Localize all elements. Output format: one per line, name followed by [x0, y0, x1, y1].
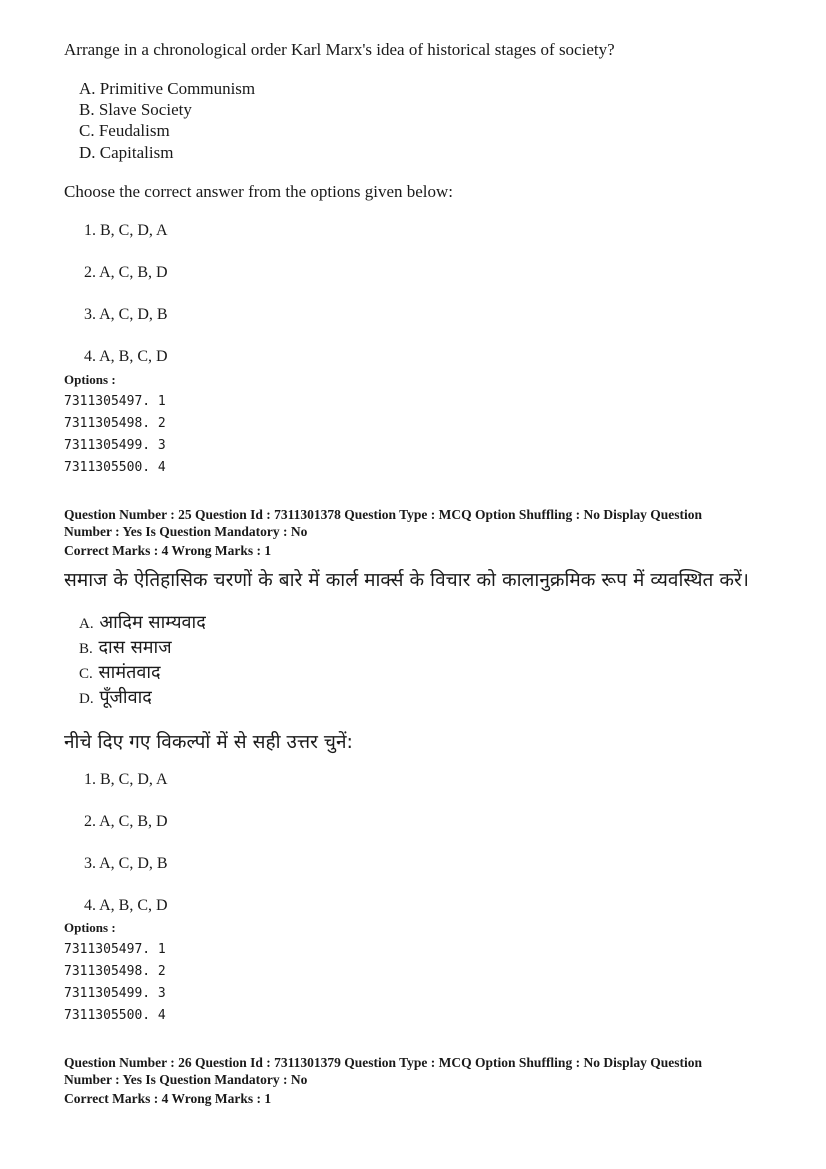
- q24-choice-1: 1. B, C, D, A: [84, 222, 168, 239]
- q25-choice-2: 2. A, C, B, D: [84, 813, 168, 830]
- q24-option-id-2: 7311305498. 2: [64, 416, 166, 431]
- q25-item-d-letter: D.: [79, 691, 94, 707]
- q25-item-b-text: दास समाज: [98, 637, 172, 658]
- q25-item-d-text: पूँजीवाद: [99, 687, 152, 708]
- question-24-text: Arrange in a chronological order Karl Marx's idea of historical stages of society?: [64, 40, 615, 59]
- q25-option-id-1: 7311305497. 1: [64, 942, 166, 957]
- q25-instruction-hindi: नीचे दिए गए विकल्पों में से सही उत्तर चुनें:: [64, 731, 353, 753]
- q25-meta-line1: Question Number : 25 Question Id : 7311301378 Question Type : MCQ Option Shuffling : No Display Question: [64, 507, 702, 522]
- q26-marks: Correct Marks : 4 Wrong Marks : 1: [64, 1091, 272, 1106]
- q25-choice-1: 1. B, C, D, A: [84, 771, 168, 788]
- q25-option-id-2: 7311305498. 2: [64, 964, 166, 979]
- q24-option-id-1: 7311305497. 1: [64, 394, 166, 409]
- q25-item-c-letter: C.: [79, 666, 93, 682]
- q24-choice-3: 3. A, C, D, B: [84, 306, 168, 323]
- q24-item-c: C. Feudalism: [79, 121, 170, 140]
- q25-option-id-3: 7311305499. 3: [64, 986, 166, 1001]
- question-25-text-hindi: समाज के ऐतिहासिक चरणों के बारे में कार्ल मार्क्स के विचार को कालानुक्रमिक रूप में व्यवस्थित करें।: [64, 569, 749, 591]
- q25-choice-3: 3. A, C, D, B: [84, 855, 168, 872]
- q25-choice-4: 4. A, B, C, D: [84, 897, 168, 914]
- q24-instruction: Choose the correct answer from the options given below:: [64, 182, 454, 201]
- q25-meta-line2: Number : Yes Is Question Mandatory : No: [64, 524, 308, 539]
- q25-marks: Correct Marks : 4 Wrong Marks : 1: [64, 543, 272, 558]
- q24-item-d: D. Capitalism: [79, 143, 174, 162]
- q25-item-b: [79, 635, 172, 659]
- q26-meta-line2: Number : Yes Is Question Mandatory : No: [64, 1072, 308, 1087]
- q25-item-a: [79, 610, 206, 634]
- q25-item-c-text: सामंतवाद: [98, 662, 161, 683]
- q25-item-b-letter: B.: [79, 641, 93, 657]
- q26-meta-line1: Question Number : 26 Question Id : 7311301379 Question Type : MCQ Option Shuffling : No Display Question: [64, 1055, 702, 1070]
- q24-item-a: A. Primitive Communism: [79, 79, 256, 98]
- q25-item-d: [79, 685, 152, 709]
- q25-item-a-text: आदिम साम्यवाद: [99, 612, 206, 633]
- q24-option-id-3: 7311305499. 3: [64, 438, 166, 453]
- q24-choice-2: 2. A, C, B, D: [84, 264, 168, 281]
- q25-option-id-4: 7311305500. 4: [64, 1008, 166, 1023]
- q24-options-label: Options :: [64, 372, 116, 387]
- q24-choice-4: 4. A, B, C, D: [84, 348, 168, 365]
- q24-option-id-4: 7311305500. 4: [64, 460, 166, 475]
- q24-item-b: B. Slave Society: [79, 100, 192, 119]
- q25-item-c: [79, 660, 161, 684]
- q25-item-a-letter: A.: [79, 616, 94, 632]
- q25-options-label: Options :: [64, 920, 116, 935]
